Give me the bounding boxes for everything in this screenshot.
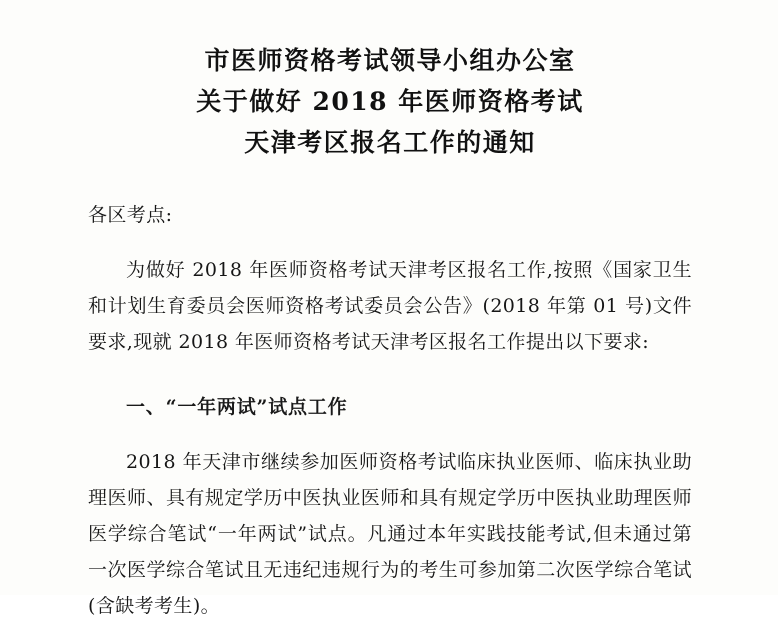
title-line-1: 市医师资格考试领导小组办公室: [204, 46, 576, 75]
paragraph-spacer: [88, 379, 692, 383]
intro-paragraph: 为做好 2018 年医师资格考试天津考区报名工作,按照《国家卫生和计划生育委员会医师资格考试委员会公告》(2018 年第 01 号)文件要求,现就 2018 年医师资格考试天津考区报名工作提出以下要求:: [88, 259, 692, 353]
salutation: 各区考点:: [88, 204, 173, 226]
section-one-heading: 一、“一年两试”试点工作: [126, 396, 348, 418]
title-line-3: 天津考区报名工作的通知: [244, 128, 536, 157]
document-body: [88, 0, 692, 643]
document-content: [88, 197, 692, 624]
title-line-2: 关于做好 2018 年医师资格考试: [196, 87, 584, 116]
document-title: [88, 40, 692, 163]
section-one-paragraph: 2018 年天津市继续参加医师资格考试临床执业医师、临床执业助理医师、具有规定学历中医执业医师和具有规定学历中医执业助理医师医学综合笔试“一年两试”试点。凡通过本年实践技能考试,但未通过第一次医学综合笔试且无违纪违规行为的考生可参加第二次医学综合笔试(含缺考考生)。: [88, 451, 692, 617]
